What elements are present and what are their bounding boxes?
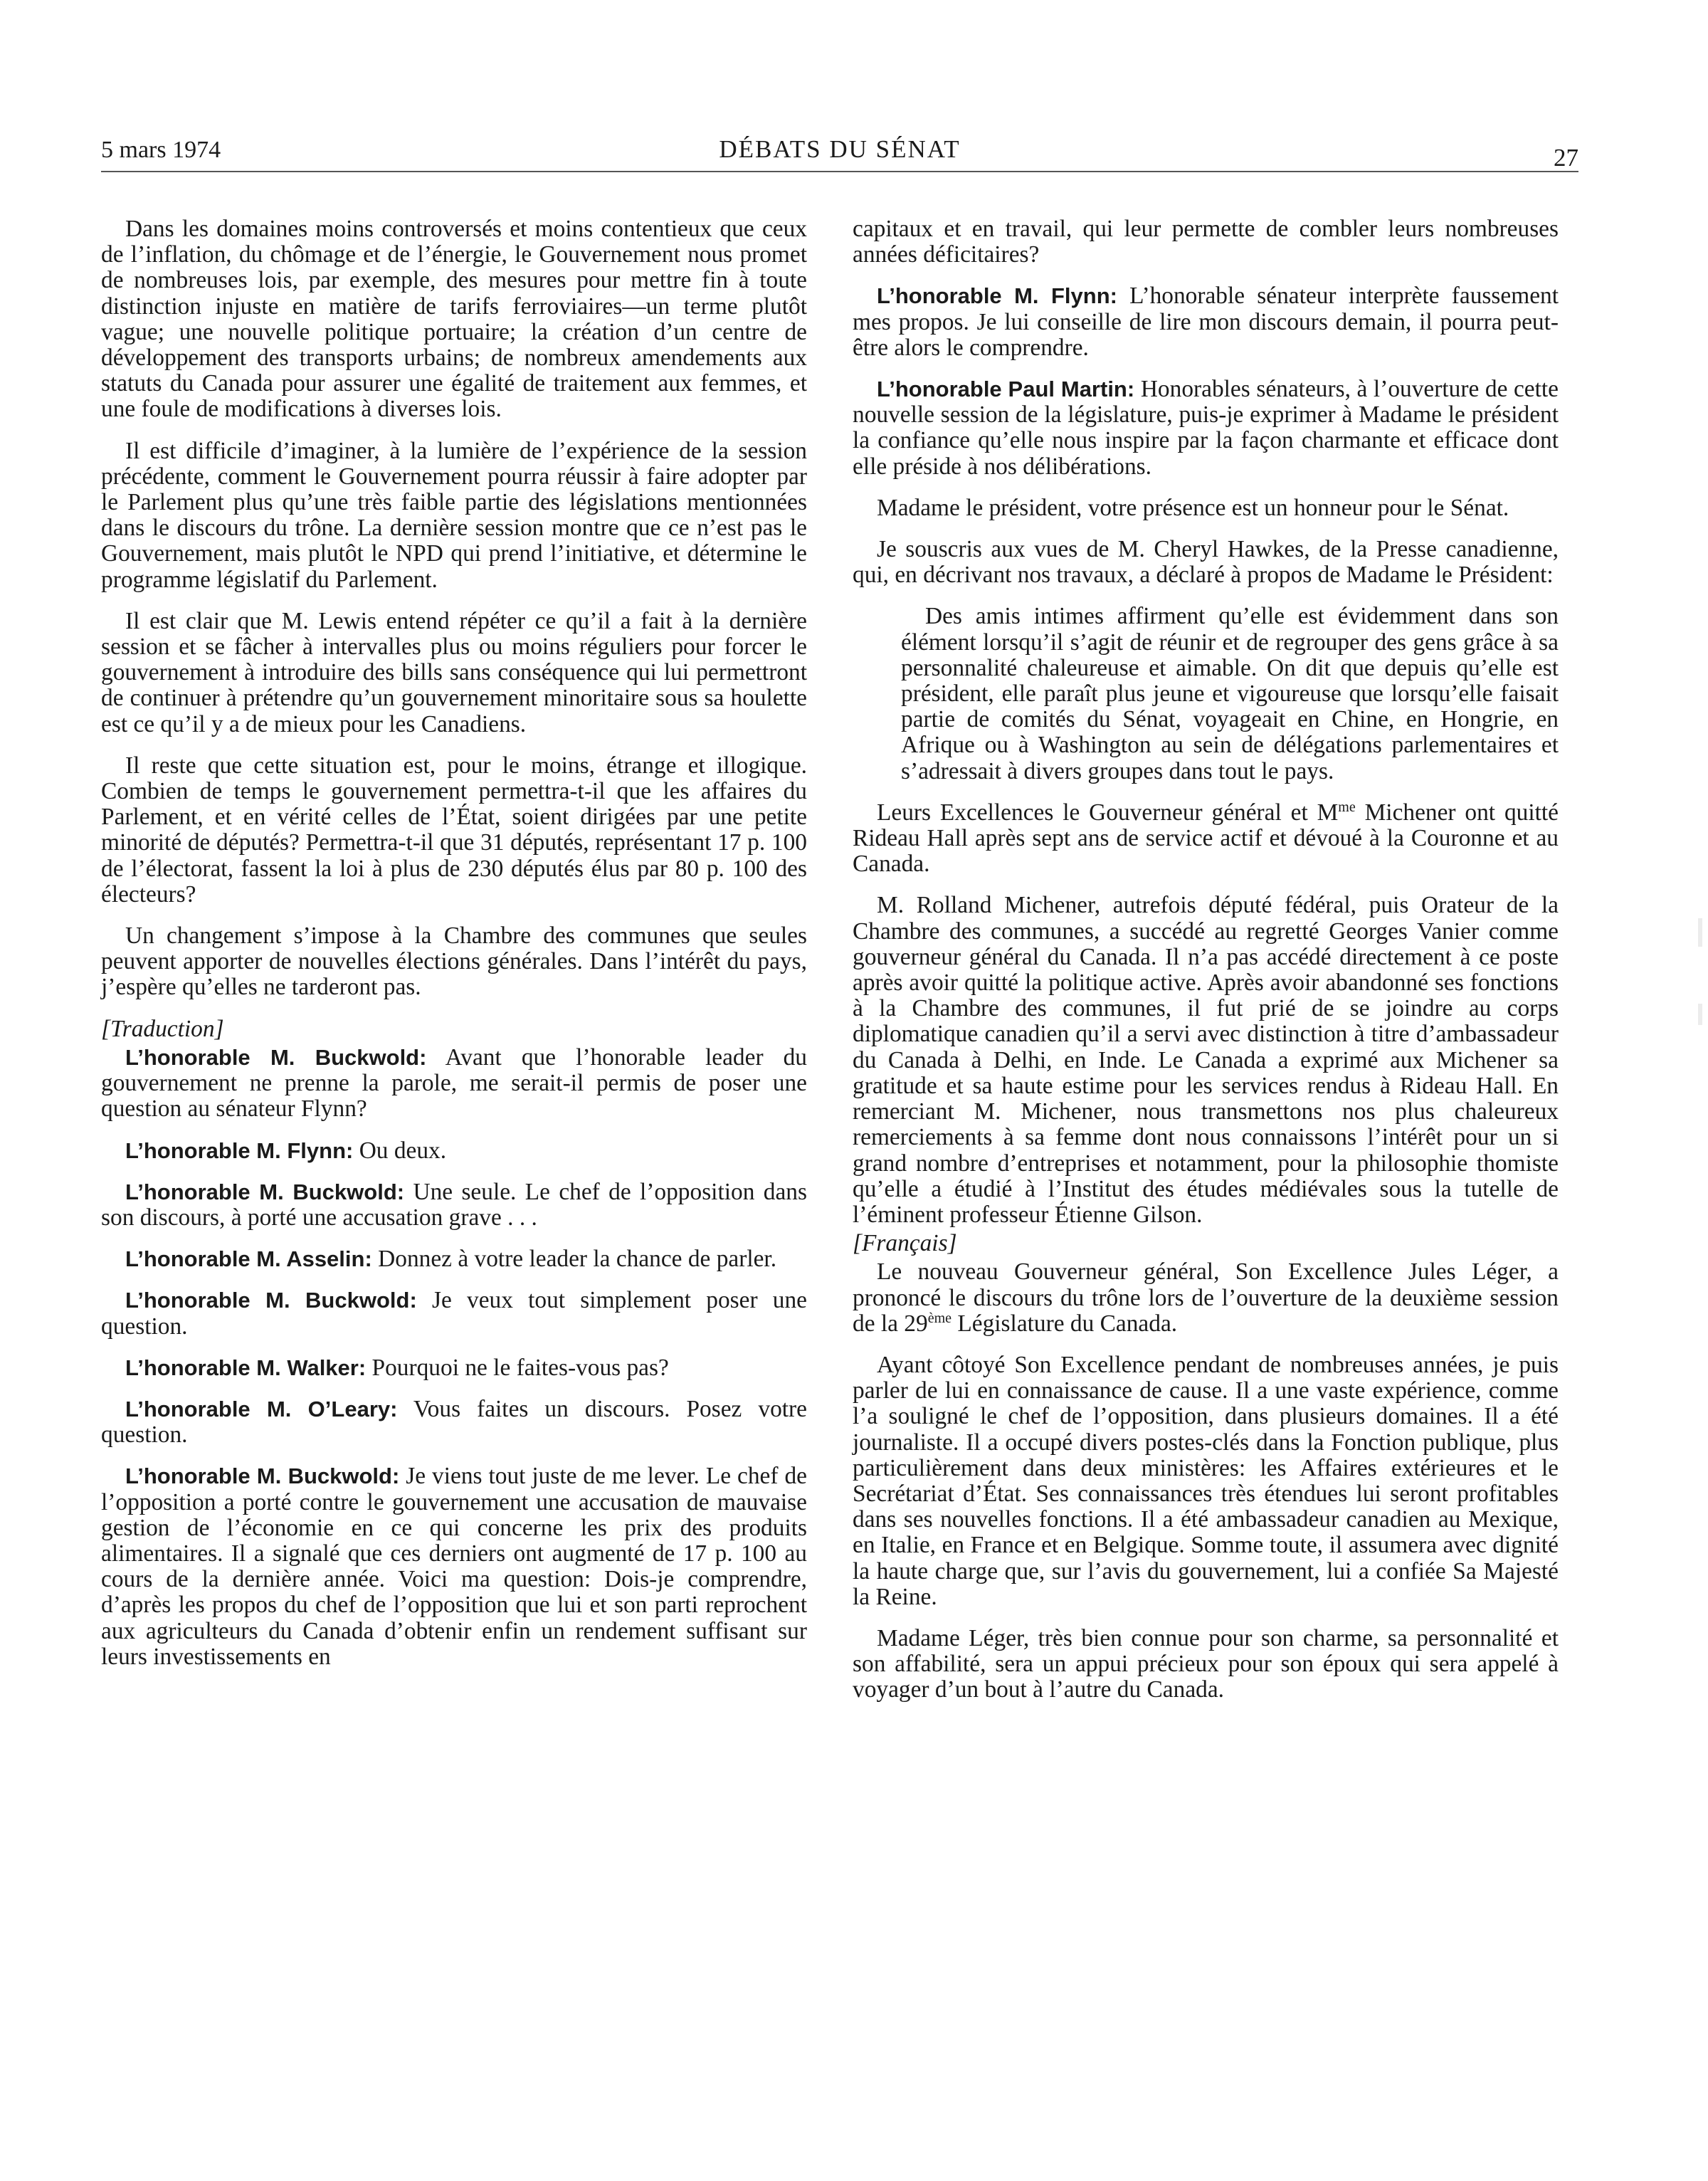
paragraph: Je souscris aux vues de M. Cheryl Hawkes, de la Presse canadienne, qui, en décrivant nos travaux, a déclaré à propos de Madame le Président: [853, 536, 1559, 589]
speech-text: Vous faites un discours. Posez votre question. [101, 1395, 808, 1449]
page-number: 27 [1554, 144, 1578, 172]
speech-text: L’honorable sénateur interprète faussement mes propos. Je lui conseille de lire mon discours demain, il pourra peut-être alors le comprendre. [853, 283, 1559, 361]
speech-text: Avant que l’honorable leader du gouvernement ne prenne la parole, me serait-il permis de poser une question au sénateur Flynn? [101, 1044, 807, 1123]
speech [101, 1355, 807, 1381]
superscript: ème [927, 1310, 952, 1326]
language-marker: [Traduction] [101, 1015, 224, 1042]
language-marker: [Français] [853, 1230, 957, 1257]
paragraph: Dans les domaines moins controversés et moins contentieux que ceux de l’inflation, du chômage et de l’énergie, le Gouvernement nous promet de nombreuses lois, par exemple, des mesures pour mettre fin à toute distinction injuste en matière de tarifs ferroviaires—un terme plutôt vague; une nouvelle politique portuaire; la création d’un centre de développement des transports urbains; de nombreux amendements aux statuts du Canada pour assurer une égalité de traitement aux femmes, et une foule de modifications à diverses lois. [101, 216, 807, 423]
speaker-name: L’honorable Paul Martin: [877, 377, 1135, 402]
speaker-name: L’honorable M. Buckwold: [125, 1288, 417, 1313]
paragraph-text: Leurs Excellences le Gouverneur général et M [877, 799, 1339, 826]
paragraph-text: Michener ont quitté Rideau Hall après sept ans de service actif et dévoué à la Couronne et au Canada. [853, 799, 1559, 878]
scan-mark [1698, 918, 1702, 947]
speech [101, 1397, 807, 1448]
paragraph-text: Législature du Canada. [951, 1310, 1178, 1337]
paragraph: Il est clair que M. Lewis entend répéter ce qu’il a fait à la dernière session et se fâcher à intervalles plus ou moins réguliers pour forcer le gouvernement à introduire des bills sans conséquence qui lui permettront de continuer à prétendre qu’un gouvernement minoritaire sous sa houlette est ce qu’il y a de mieux pour les Canadiens. [101, 607, 807, 737]
paragraph: Il reste que cette situation est, pour le moins, étrange et illogique. Combien de temps le gouvernement permettra-t-il que les affaires du Parlement, et en vérité celles de l’État, soient dirigées par une petite minorité de députés? Permettra-t-il que 31 députés, représentant 17 p. 100 de l’électorat, fassent la loi à plus de 230 députés élus par 80 p. 100 des électeurs? [101, 752, 807, 908]
speaker-name: L’honorable M. Buckwold: [125, 1044, 427, 1070]
header-title: DÉBATS DU SÉNAT [719, 135, 961, 163]
speech-text: Je veux tout simplement poser une question. [101, 1287, 807, 1340]
speech [853, 377, 1559, 480]
paragraph: Ayant côtoyé Son Excellence pendant de nombreuses années, je puis parler de lui en connaissance de cause. Il a une vaste expérience, comme l’a souligné le chef de l’opposition, dans plusieurs domaines. Il a été journaliste. Il a occupé divers postes-clés dans la Fonction publique, plus particulièrement dans deux ministères: les Affaires extérieures et le Secrétariat d’État. Ses connaissances très étendues lui seront profitables dans ses nouvelles fonctions. Il a été ambassadeur canadien au Mexique, en Italie, en France et en Belgique. Somme toute, il assumera avec dignité la haute charge que, sur l’avis du gouvernement, lui a confiée Sa Majesté la Reine. [853, 1351, 1559, 1610]
speech-text: Honorables sénateurs, à l’ouverture de cette nouvelle session de la législature, puis-je exprimer à Madame le président la confiance qu’elle nous inspire par la façon charmante et efficace dont elle préside à nos délibérations. [853, 376, 1559, 480]
speech-text: Je viens tout juste de me lever. Le chef de l’opposition a porté contre le gouvernement une accusation de mauvaise gestion de l’économie en ce qui concerne les prix des produits alimentaires. Il a signalé que ces derniers ont augmenté de 17 p. 100 au cours de la dernière année. Voici ma question: Dois-je comprendre, d’après les propos du chef de l’opposition que lui et son parti reprochent aux agriculteurs du Canada d’obtenir enfin un rendement suffisant sur leurs investissements en [101, 1463, 807, 1670]
speech [101, 1463, 807, 1670]
speaker-name: L’honorable M. Buckwold: [125, 1179, 405, 1204]
speech [101, 1045, 807, 1123]
superscript: me [1338, 799, 1356, 815]
scan-mark [1698, 1004, 1702, 1025]
speech-text: Une seule. Le chef de l’opposition dans son discours, à porté une accusation grave . . . [101, 1178, 807, 1231]
paragraph-text: Le nouveau Gouverneur général, Son Excellence Jules Léger, a prononcé le discours du trône lors de l’ouverture de la deuxième session de la 29 [853, 1258, 1559, 1337]
paragraph: Madame Léger, très bien connue pour son charme, sa personnalité et son affabilité, sera un appui précieux pour son époux qui sera appelé à voyager d’un bout à l’autre du Canada. [853, 1624, 1559, 1703]
speech-text: Ou deux. [359, 1137, 447, 1164]
right-column [853, 216, 1559, 1719]
speaker-name: L’honorable M. Flynn: [877, 283, 1117, 309]
paragraph-continued: capitaux et en travail, qui leur permette de combler leurs nombreuses années déficitaires? [853, 216, 1559, 268]
speech [101, 1246, 807, 1272]
speaker-name: L’honorable M. Asselin: [125, 1246, 372, 1272]
paragraph: M. Rolland Michener, autrefois député fédéral, puis Orateur de la Chambre des communes, a succédé au regretté Georges Vanier comme gouverneur général du Canada. Il n’a pas accédé directement à ce poste après avoir quitté la politique active. Après avoir abandonné ses fonctions à la Chambre des communes, il fut prié de se joindre au corps diplomatique canadien qu’il a servi avec distinction à titre d’ambassadeur du Canada à Delhi, en Inde. Le Canada a exprimé aux Michener sa gratitude et sa haute estime pour les services rendus à Rideau Hall. En remerciant M. Michener, nous transmettons nos plus chaleureux remerciements à sa femme dont nous connaissons l’intérêt pour un si grand nombre d’entreprises et notamment, pour la philosophie thomiste qu’elle a étudié à l’Institut des études médiévales sous la tutelle de l’éminent professeur Étienne Gilson. [853, 892, 1559, 1228]
speaker-name: L’honorable M. Buckwold: [125, 1463, 400, 1489]
paragraph: Un changement s’impose à la Chambre des communes que seules peuvent apporter de nouvelles élections générales. Dans l’intérêt du pays, j’espère qu’elles ne tarderont pas. [101, 923, 807, 1001]
page-header [101, 135, 1578, 172]
paragraph [853, 800, 1559, 878]
speech-text: Donnez à votre leader la chance de parler. [378, 1246, 777, 1273]
paragraph: Il est difficile d’imaginer, à la lumière de l’expérience de la session précédente, comment le Gouvernement pourra réussir à faire adopter par le Parlement plus qu’une très faible partie des législations mentionnées dans le discours du trône. La dernière session montre que ce n’est pas le Gouvernement, mais plutôt le NPD qui prend l’initiative, et détermine le programme législatif du Parlement. [101, 437, 807, 593]
speech-text: Pourquoi ne le faites-vous pas? [371, 1354, 669, 1381]
speaker-name: L’honorable M. Flynn: [125, 1137, 354, 1163]
block-quote: Des amis intimes affirment qu’elle est évidemment dans son élément lorsqu’il s’agit de réunir et de regrouper des gens grâce à sa personnalité chaleureuse et aimable. On dit que depuis qu’elle est président, elle paraît plus jeune et vigoureuse que lorsqu’elle faisait partie de comités du Sénat, voyageait en Chine, en Hongrie, en Afrique ou à Washington au sein de délégations parlementaires et s’adressait à divers groupes dans tout le pays. [901, 603, 1559, 784]
speech [101, 1288, 807, 1339]
left-column [101, 216, 807, 1686]
speech [101, 1179, 807, 1231]
header-date: 5 mars 1974 [101, 137, 221, 163]
speech [853, 283, 1559, 361]
paragraph: Madame le président, votre présence est un honneur pour le Sénat. [877, 494, 1509, 521]
speaker-name: L’honorable M. O’Leary: [125, 1396, 398, 1421]
speaker-name: L’honorable M. Walker: [125, 1355, 367, 1380]
paragraph [853, 1259, 1559, 1337]
speech [101, 1138, 807, 1164]
